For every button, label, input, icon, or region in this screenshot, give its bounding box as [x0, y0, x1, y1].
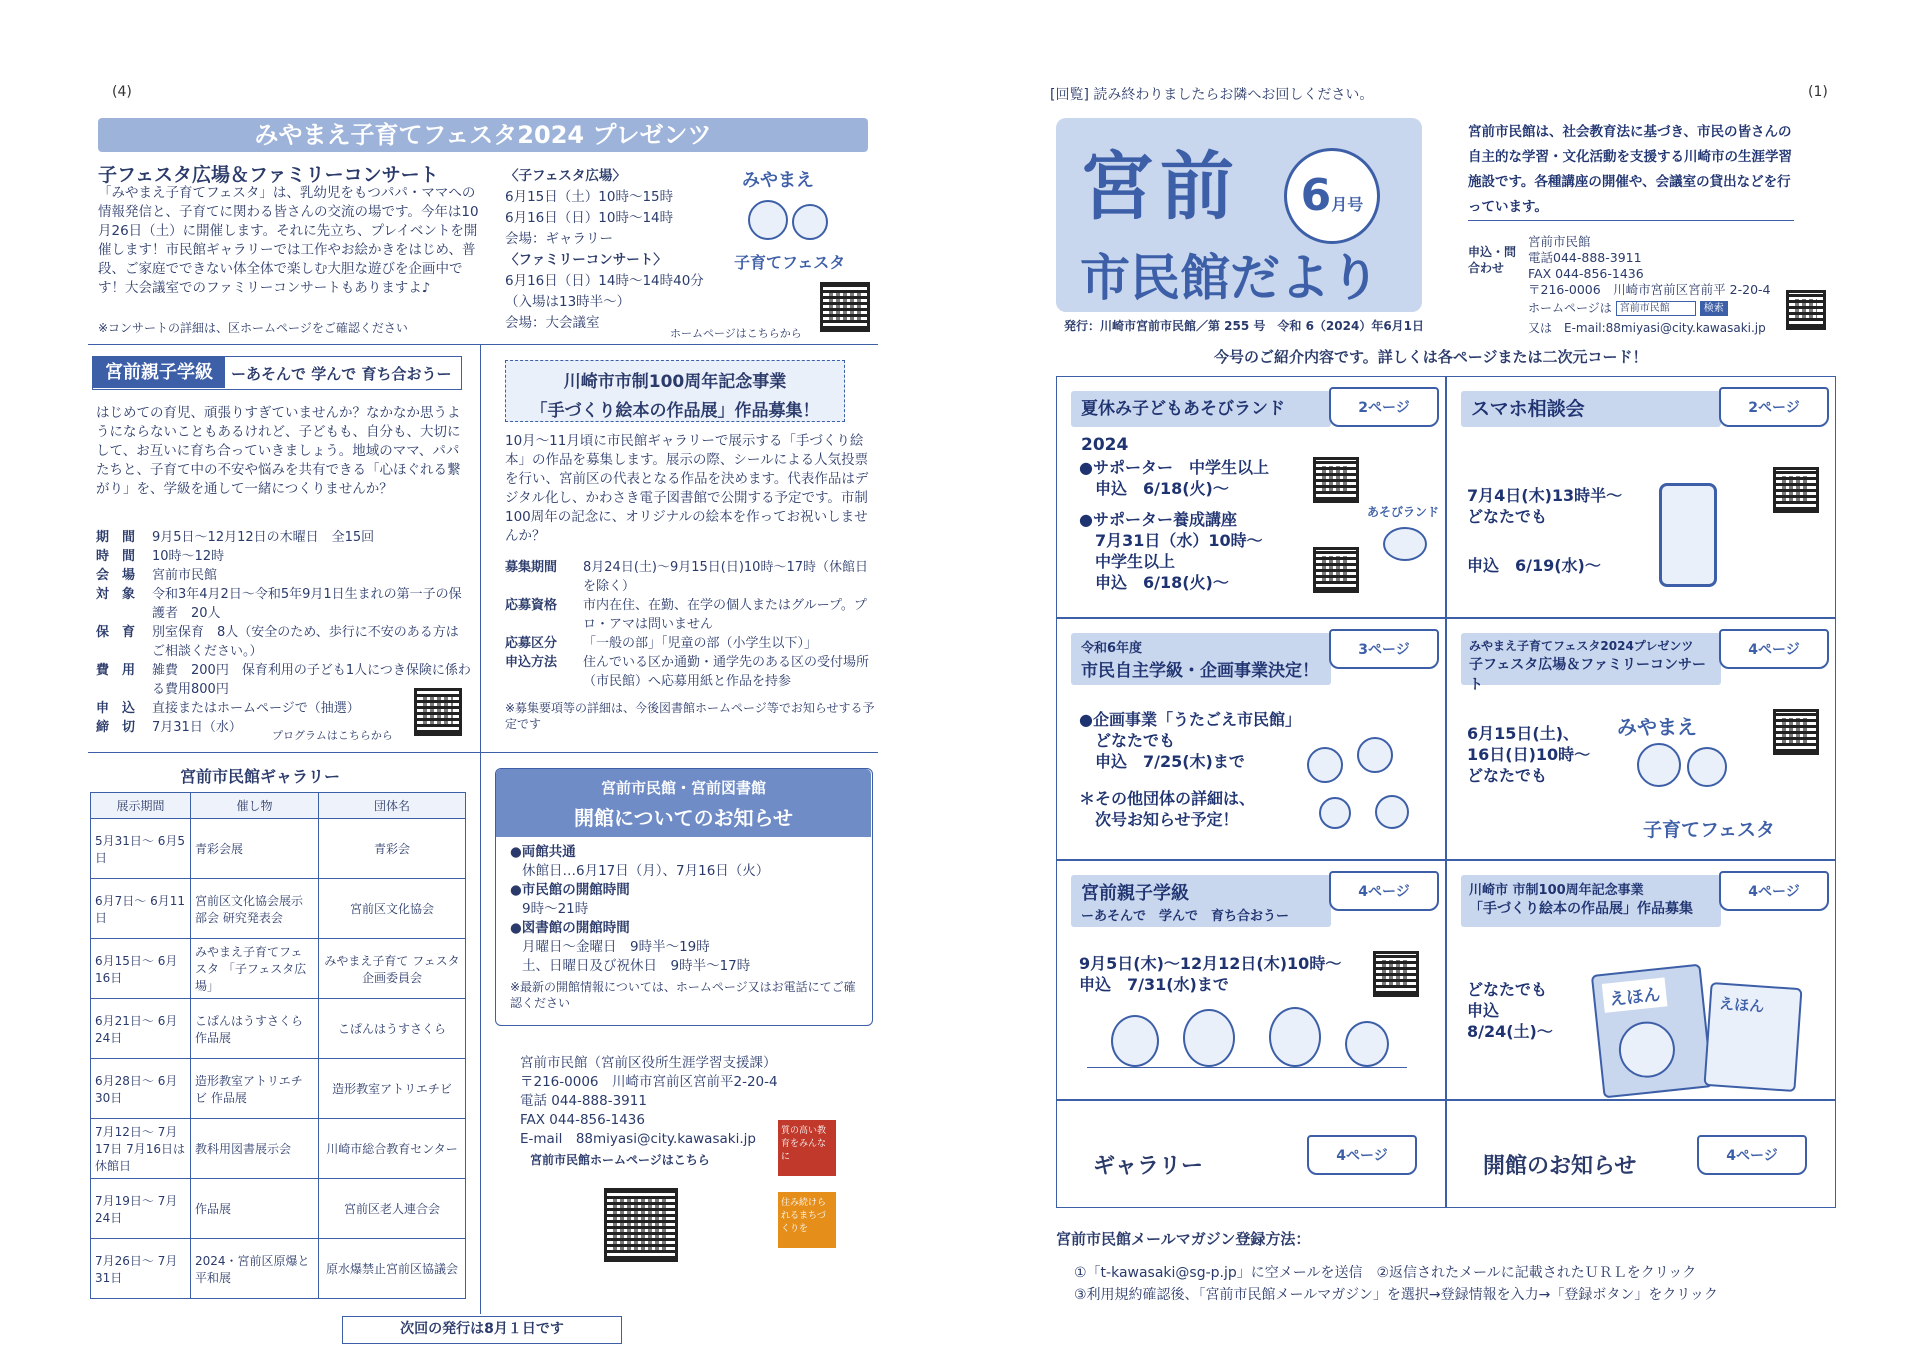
detail-value: 8月24日(土)〜9月15日(日)10時〜17時（休館日を除く）: [583, 560, 868, 594]
card-line: 申込: [1467, 1001, 1500, 1020]
table-row: [91, 999, 466, 1059]
kaikan-line: ●市民館の開館時間: [510, 882, 630, 898]
card-title: [1071, 875, 1331, 927]
month-badge-number: 6: [1300, 170, 1332, 221]
detail-row: [96, 585, 471, 623]
book-icon: 4ページ: [1329, 871, 1439, 911]
card-line: 申込 6/19(水)〜: [1467, 556, 1601, 575]
kaikan-line: 休館日…6月17日（月）、7月16日（火）: [522, 863, 770, 879]
fest-note: ※コンサートの詳細は、区ホームページをご確認ください: [98, 321, 408, 335]
singing-face-icon: [1307, 747, 1343, 783]
cell-period: 7月12日〜 7月17日 7月16日は休館日: [91, 1119, 191, 1179]
card-line: どなたでも: [1467, 766, 1548, 785]
detail-row: [505, 558, 875, 596]
contact-line: 宮前市民館（宮前区役所生涯学習支援課）: [520, 1055, 777, 1071]
card-line: ●企画事業「うたごえ市民館」: [1079, 710, 1301, 729]
gallery-table: [90, 792, 466, 1299]
card-body: [1079, 953, 1341, 995]
card-line: 7月4日(木)13時半〜: [1467, 486, 1623, 505]
card-title: 夏休み子どもあそびランド2024: [1071, 391, 1331, 427]
kaikan-line: 月曜日〜金曜日 9時半〜19時: [522, 939, 710, 955]
apply-label: 申込・問合わせ: [1468, 245, 1517, 275]
schedule-line: 6月16日（日）14時〜14時40分: [505, 273, 704, 289]
card-line: ●サポーター養成講座: [1079, 510, 1237, 529]
asobiland-logo: あそびランド: [1367, 505, 1440, 519]
table-header-row: [91, 793, 466, 819]
schedule-line: 会場：大会議室: [505, 315, 600, 331]
smiley-face-icon: [748, 200, 788, 240]
card-line: ＊その他団体の詳細は、: [1079, 789, 1256, 808]
table-row: [91, 939, 466, 999]
page-number-right: (1): [1808, 84, 1828, 100]
card-title-small: 川崎市 市制100周年記念事業: [1469, 883, 1644, 898]
kaikan-banner: [496, 769, 871, 837]
cell-event: みやまえ子育てフェスタ 「子フェスタ広場」: [191, 939, 319, 999]
title-line1: 宮前: [1080, 144, 1240, 230]
detail-key: 時 間: [96, 549, 136, 564]
mail-step-line: ①「t-kawasaki@sg-p.jp」に空メールを送信 ②返信されたメールに記載されたＵＲＬをクリック: [1074, 1265, 1697, 1281]
kaikan-list: [510, 843, 769, 976]
cell-event: 宮前区文化協会展示部会 研究発表会: [191, 879, 319, 939]
smartphone-icon: [1659, 483, 1717, 587]
card-asobiland[interactable]: [1056, 376, 1446, 618]
detail-key: 締 切: [96, 720, 136, 735]
table-row: [91, 1119, 466, 1179]
contact-hp-label: 宮前市民館ホームページはこちら: [530, 1153, 710, 1167]
card-subtitle: ーあそんで 学んで 育ち合おうー: [1081, 909, 1290, 924]
singing-face-icon: [1375, 795, 1409, 829]
ehon-banner-line1: 川崎市市制100周年記念事業: [563, 372, 787, 392]
card-title-main: 開館のお知らせ: [1483, 1154, 1637, 1179]
cell-group: 原水爆禁止宮前区協議会: [319, 1239, 466, 1299]
detail-value: 別室保育 8人（安全のため、歩行に不安のある方はご相談ください。）: [152, 625, 459, 659]
picture-book-icon: [1703, 982, 1802, 1092]
schedule-line: 会場：ギャラリー: [505, 231, 613, 247]
schedule-line: 〈ファミリーコンサート〉: [505, 252, 667, 268]
detail-key: 期 間: [96, 530, 136, 545]
logo-text-top: みやまえ: [742, 170, 814, 191]
cell-period: 6月21日〜 6月24日: [91, 999, 191, 1059]
ehon-banner-line2: 「手づくり絵本の作品展」作品募集！: [530, 401, 820, 421]
fest-qr-label: ホームページはこちらから: [670, 327, 802, 340]
card-body: [1079, 709, 1301, 830]
next-issue: 次回の発行は8月１日です: [342, 1316, 622, 1344]
kaikan-line: ●図書館の開館時間: [510, 920, 630, 936]
card-body: [1467, 723, 1590, 786]
table-row: [91, 819, 466, 879]
apply-line: 電話044-888-3911: [1528, 250, 1642, 265]
cell-group: 造形教室アトリエチビ: [319, 1059, 466, 1119]
card-body: [1467, 485, 1622, 576]
cell-group: みやまえ子育て フェスタ企画委員会: [319, 939, 466, 999]
father-face-icon: [1269, 1007, 1321, 1067]
detail-key: 応募資格: [505, 598, 558, 613]
detail-value: 10時〜12時: [152, 549, 225, 564]
card-line: 9月5日(木)〜12月12日(木)10時〜: [1079, 954, 1342, 973]
card-title: スマホ相談会: [1461, 391, 1721, 427]
column-header: 催し物: [191, 793, 319, 819]
hp-label: ホームページは: [1528, 301, 1612, 315]
apply-line: 〒216-0006 川崎市宮前区宮前平 2-20-4: [1528, 282, 1771, 297]
email-line[interactable]: 又は E-mail:88miyasi@city.kawasaki.jp: [1528, 321, 1766, 335]
card-line: 中学生以上: [1079, 552, 1176, 571]
bear-face-icon: [1616, 1019, 1678, 1081]
apply-block: [1528, 234, 1771, 298]
card-title-main: ギャラリー: [1093, 1154, 1204, 1179]
detail-key: 申込方法: [505, 655, 558, 670]
cell-event: 教科用図書展示会: [191, 1119, 319, 1179]
sdg11-label: 住み続けられるまちづくりを: [781, 1198, 827, 1234]
card-line: 8/24(土)〜: [1467, 1022, 1553, 1041]
contact-line: FAX 044-856-1436: [520, 1112, 645, 1128]
detail-value: 「一般の部」「児童の部（小学生以下）」: [583, 636, 818, 651]
detail-value: 7月31日（水）: [152, 720, 242, 735]
cell-event: 青彩会展: [191, 819, 319, 879]
book-icon: 2ページ: [1329, 387, 1439, 427]
fest-schedule: [505, 166, 715, 334]
card-line: どなたでも: [1467, 980, 1548, 999]
detail-row: [505, 596, 875, 634]
picture-book-label: えほん: [1602, 977, 1668, 1012]
detail-value: 宮前市民館: [152, 568, 218, 583]
apply-line: 宮前市民館: [1528, 234, 1591, 249]
detail-row: [96, 547, 471, 566]
schedule-line: 6月15日（土）10時〜15時: [505, 189, 674, 205]
fest-banner: みやまえ子育てフェスタ2024 プレゼンツ: [98, 118, 868, 152]
cell-period: 5月31日〜 6月5日: [91, 819, 191, 879]
schedule-line: （入場は13時半〜）: [505, 294, 631, 310]
mail-steps: [1074, 1262, 1874, 1306]
table-row: [91, 1059, 466, 1119]
card-title: [1461, 875, 1721, 927]
kaikan-box: [495, 768, 873, 1026]
smiley-face-icon: [792, 204, 828, 240]
mail-heading: 宮前市民館メールマガジン登録方法：: [1056, 1230, 1311, 1248]
detail-row: [96, 528, 471, 547]
logo-text-bottom: 子育てフェスタ: [1643, 819, 1776, 841]
kaikan-line: ●両館共通: [510, 844, 576, 860]
contact-block: [520, 1054, 780, 1149]
qr-code-icon[interactable]: [1773, 467, 1819, 513]
picture-book-label: えほん: [1718, 994, 1765, 1016]
card-body: [1079, 457, 1269, 593]
ehon-banner: [505, 360, 845, 422]
sdg4-label: 質の高い教育をみんなに: [781, 1126, 827, 1162]
card-line: 申込 7/25(木)まで: [1079, 752, 1245, 771]
month-badge-unit: 月号: [1331, 195, 1364, 214]
child-face-icon: [1345, 1021, 1389, 1067]
card-line: 申込 6/18(火)〜: [1079, 573, 1229, 592]
cell-group: 青彩会: [319, 819, 466, 879]
detail-key: 対 象: [96, 587, 136, 602]
kaikan-line: 土、日曜日及び祝休日 9時半〜17時: [522, 958, 751, 974]
fest-heading: 子フェスタ広場＆ファミリーコンサート: [98, 164, 439, 186]
logo-text-bottom: 子育てフェスタ: [734, 253, 846, 272]
detail-row: [505, 634, 875, 653]
table-row: [91, 1179, 466, 1239]
hp-search-row: [1528, 300, 1728, 316]
masthead: [1056, 118, 1422, 312]
detail-row: [96, 623, 471, 661]
oyako-title: 宮前親子学級: [93, 357, 225, 388]
mail-step-line: ③利用規約確認後、「宮前市民館メールマガジン」を選択→登録情報を入力→「登録ボタン」をクリック: [1074, 1287, 1718, 1303]
contact-line[interactable]: E-mail 88miyasi@city.kawasaki.jp: [520, 1131, 756, 1147]
card-jishu-gakkyu[interactable]: [1056, 618, 1446, 860]
detail-key: 会 場: [96, 568, 136, 583]
singing-face-icon: [1319, 797, 1351, 829]
card-line: ●サポーター 中学生以上: [1079, 458, 1269, 477]
card-line: 7月31日（水）10時〜: [1079, 531, 1263, 550]
cell-group: 川崎市総合教育センター: [319, 1119, 466, 1179]
schedule-line: 〈子フェスタ広場〉: [505, 168, 626, 184]
card-ehon[interactable]: [1446, 860, 1836, 1100]
publisher: 発行：川崎市宮前市民館／第 255 号 令和 6（2024）年6月1日: [1064, 319, 1425, 333]
column-header: 団体名: [319, 793, 466, 819]
kaikan-line: 9時〜21時: [522, 901, 589, 917]
qr-code-icon[interactable]: [1773, 709, 1819, 755]
card-title-main: 宮前親子学級: [1081, 883, 1189, 904]
fest-body: 「みやまえ子育てフェスタ」は、乳幼児をもつパパ・ママへの情報発信と、子育てに関わる皆さんの交流の場です。今年は10月26日（土）に開催します。それに先立ち、プレイベントを開催します！市民館ギャラリーでは工作やお絵かきをはじめ、普段、ご家庭でできない体全体で楽しむ大胆な遊びを企画中です！大会議室でのファミリーコンサートもありますよ♪: [98, 185, 479, 296]
card-title-main: 市民自主学級・企画事業決定！: [1081, 661, 1319, 681]
qr-code-icon[interactable]: [604, 1188, 678, 1262]
detail-key: 応募区分: [505, 636, 558, 651]
detail-row: [505, 653, 875, 691]
contents-heading: 今号のご紹介内容です。詳しくは各ページまたは二次元コード！: [1214, 348, 1648, 366]
cell-period: 6月28日〜 6月30日: [91, 1059, 191, 1119]
card-smartphone[interactable]: [1446, 376, 1836, 618]
page-number-left: (4): [112, 84, 132, 100]
card-title-small: 令和6年度: [1081, 641, 1143, 656]
schedule-line: 6月16日（日）10時〜14時: [505, 210, 674, 226]
kaikan-note: ※最新の開館情報については、ホームページ又はお電話にてご確認ください: [510, 980, 856, 1010]
detail-value: 9月5日〜12月12日の木曜日 全15回: [152, 530, 375, 545]
detail-value: 直接またはホームページで（抽選）: [152, 701, 360, 716]
cell-event: 2024・宮前区原爆と平和展: [191, 1239, 319, 1299]
card-body: [1467, 979, 1553, 1042]
cell-period: 6月7日〜 6月11日: [91, 879, 191, 939]
qr-code-icon[interactable]: [820, 282, 870, 332]
card-line: 6月15日(土)、: [1467, 724, 1580, 743]
fish-mascot-icon: [1383, 527, 1427, 561]
card-gallery[interactable]: [1056, 1100, 1446, 1208]
oyako-subtitle: ーあそんで 学んで 育ち合おうー: [231, 365, 452, 383]
cell-event: 作品展: [191, 1179, 319, 1239]
contact-line: 〒216-0006 川崎市宮前区宮前平2-20-4: [520, 1074, 778, 1090]
contact-line: 電話 044-888-3911: [520, 1093, 647, 1109]
card-line: 次号お知らせ予定！: [1079, 810, 1239, 829]
picture-book-icon: [1591, 964, 1713, 1099]
cell-period: 7月19日〜 7月24日: [91, 1179, 191, 1239]
card-title: [1461, 633, 1721, 693]
detail-key: 募集期間: [505, 560, 558, 575]
qr-code-icon[interactable]: [1786, 290, 1826, 330]
cell-group: こぱんはうすさくら: [319, 999, 466, 1059]
card-line: 16日(日)10時〜: [1467, 745, 1591, 764]
child-face-icon: [1111, 1015, 1159, 1067]
detail-value: 市内在住、在勤、在学の個人またはグループ。プロ・アマは問いません: [583, 598, 867, 632]
card-line: 申込 7/31(水)まで: [1079, 975, 1229, 994]
sdg4-icon: [778, 1120, 836, 1176]
hp-search-button[interactable]: 検索: [1700, 301, 1728, 316]
cell-event: こぱんはうすさくら 作品展: [191, 999, 319, 1059]
oyako-title-box: [92, 356, 462, 390]
cell-period: 6月15日〜 6月16日: [91, 939, 191, 999]
oyako-qr-label: プログラムはこちらから: [272, 729, 393, 742]
singing-face-icon: [1357, 737, 1393, 773]
detail-key: 申 込: [96, 701, 136, 716]
fest-logo: [728, 160, 858, 280]
detail-value: 雑費 200円 保育利用の子ども1人につき保険に係わる費用800円: [152, 663, 471, 697]
book-icon: 4ページ: [1719, 871, 1829, 911]
card-title-small: みやまえ子育てフェスタ2024プレゼンツ: [1469, 639, 1694, 653]
card-kosodate-fest[interactable]: [1446, 618, 1836, 860]
cell-group: 宮前区老人連合会: [319, 1179, 466, 1239]
smiley-face-icon: [1637, 743, 1681, 787]
card-line: 申込 6/18(火)〜: [1079, 479, 1229, 498]
cell-group: 宮前区文化協会: [319, 879, 466, 939]
logo-text-top: みやまえ: [1617, 715, 1697, 739]
qr-code-icon[interactable]: [414, 688, 462, 736]
table-row: [91, 1239, 466, 1299]
detail-key: 費 用: [96, 663, 136, 678]
card-line: どなたでも: [1467, 507, 1548, 526]
qr-code-icon[interactable]: [1313, 457, 1359, 503]
apply-line: FAX 044-856-1436: [1528, 266, 1644, 281]
mother-face-icon: [1183, 1009, 1235, 1067]
hp-search-input[interactable]: 宮前市民館: [1616, 301, 1696, 316]
ehon-body: 10月〜11月頃に市民館ギャラリーで展示する「手づくり絵本」の作品を募集します。展示の際、シールによる人気投票を行い、宮前区の代表となる作品を決めます。代表作品はデジタル化し、かわさき電子図書館で公開する予定です。市制100周年の記念に、オリジナルの絵本を作ってお祝いしませんか？: [505, 433, 869, 544]
card-title: [1071, 633, 1331, 685]
book-icon: 4ページ: [1719, 629, 1829, 669]
kaikan-banner-line2: 開館についてのお知らせ: [574, 806, 793, 830]
detail-key: 保 育: [96, 625, 136, 640]
gallery-title: 宮前市民館ギャラリー: [180, 767, 341, 786]
oyako-body: はじめての育児、頑張りすぎていませんか？なかなか思うようにならないこともあるけれど、子どもも、自分も、大切にして、お互いに育ち合っていきましょう。地域のママ、パパたちと、子育て中の不安や悩みを共有できる「心ほぐれる繋がり」を、学級を通して一緒につくりませんか？: [96, 405, 461, 497]
smiley-face-icon: [1687, 747, 1727, 787]
ehon-details: [505, 558, 875, 691]
intro-text: 宮前市民館は、社会教育法に基づき、市民の皆さんの自主的な学習・文化活動を支援する川崎市の生涯学習施設です。各種講座の開催や、会議室の貸出などを行っています。: [1468, 120, 1794, 221]
book-icon: 3ページ: [1329, 629, 1439, 669]
ehon-note: ※募集要項等の詳細は、今後図書館ホームページ等でお知らせする予定です: [505, 701, 875, 731]
cell-period: 7月26日〜 7月31日: [91, 1239, 191, 1299]
cell-event: 造形教室アトリエチビ 作品展: [191, 1059, 319, 1119]
month-badge: [1284, 148, 1380, 244]
book-icon: 4ページ: [1307, 1135, 1417, 1175]
table-row: [91, 879, 466, 939]
card-title-main: 子フェスタ広場＆ファミリーコンサート: [1469, 657, 1707, 693]
sdg11-icon: [778, 1192, 836, 1248]
circulate-notice: [回覧] 読み終わりましたらお隣へお回しください。: [1050, 87, 1374, 103]
book-icon: 2ページ: [1719, 387, 1829, 427]
title-line2: 市民館だより: [1080, 249, 1380, 307]
book-icon: 4ページ: [1697, 1135, 1807, 1175]
card-title-main: 「手づくり絵本の作品展」作品募集: [1469, 901, 1693, 917]
kaikan-banner-line1: 宮前市民館・宮前図書館: [600, 779, 766, 797]
card-kaikan[interactable]: [1446, 1100, 1836, 1208]
column-header: 展示期間: [91, 793, 191, 819]
card-line: どなたでも: [1079, 731, 1176, 750]
qr-code-icon[interactable]: [1313, 547, 1359, 593]
detail-value: 令和3年4月2日〜令和5年9月1日生まれの第一子の保護者 20人: [152, 587, 462, 621]
detail-value: 住んでいる区か通勤・通学先のある区の受付場所（市民館）へ応募用紙と作品を持参: [583, 655, 870, 689]
qr-code-icon[interactable]: [1373, 951, 1419, 997]
card-oyako[interactable]: [1056, 860, 1446, 1100]
detail-row: [96, 566, 471, 585]
